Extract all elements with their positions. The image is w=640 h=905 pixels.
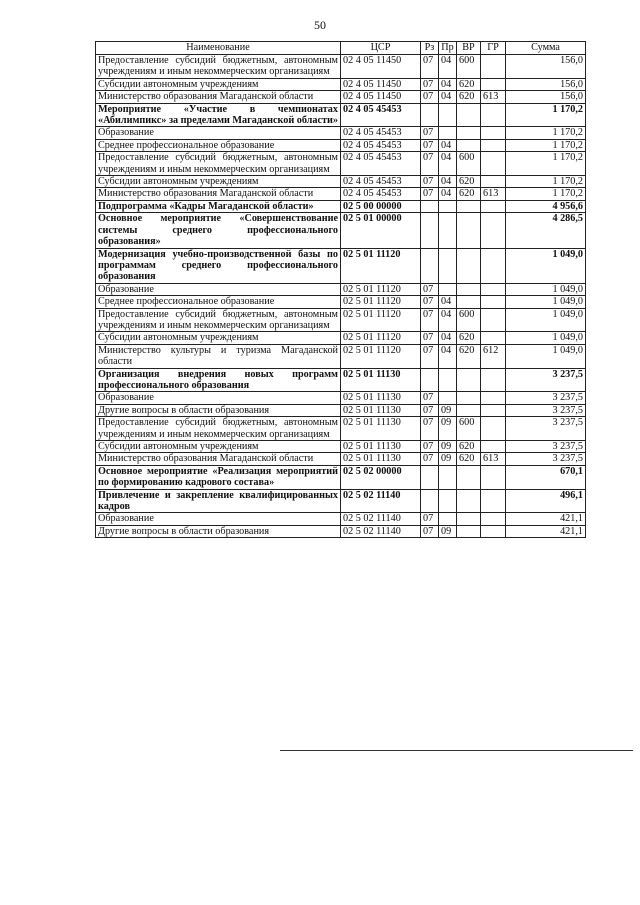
cell-sum: 1 170,2 [506, 176, 586, 188]
cell-name: Министерство образования Магаданской области [96, 188, 341, 200]
cell-pr: 04 [439, 308, 457, 332]
cell-gr [481, 213, 506, 248]
cell-vr [457, 392, 481, 404]
cell-csr: 02 5 01 11120 [341, 332, 421, 344]
cell-gr [481, 296, 506, 308]
cell-rz: 07 [421, 296, 439, 308]
cell-csr: 02 4 05 45453 [341, 127, 421, 139]
cell-csr: 02 5 01 11120 [341, 283, 421, 295]
cell-gr: 613 [481, 188, 506, 200]
cell-gr [481, 465, 506, 489]
cell-pr [439, 465, 457, 489]
cell-sum: 156,0 [506, 91, 586, 103]
cell-csr: 02 5 01 11130 [341, 404, 421, 416]
cell-csr: 02 5 01 11130 [341, 368, 421, 392]
cell-pr: 09 [439, 417, 457, 441]
cell-gr [481, 308, 506, 332]
cell-gr [481, 78, 506, 90]
cell-vr [457, 248, 481, 283]
cell-pr: 04 [439, 176, 457, 188]
cell-pr: 04 [439, 344, 457, 368]
cell-vr [457, 103, 481, 127]
table-row [96, 139, 586, 151]
table-header-row [96, 42, 586, 55]
page-number: 50 [314, 18, 326, 32]
cell-sum: 3 237,5 [506, 404, 586, 416]
header-name: Наименование [96, 42, 341, 55]
cell-csr: 02 5 01 11130 [341, 417, 421, 441]
cell-name: Образование [96, 513, 341, 525]
cell-csr: 02 4 05 11450 [341, 78, 421, 90]
table-row [96, 55, 586, 79]
cell-name: Министерство культуры и туризма Магаданской области [96, 344, 341, 368]
cell-pr: 09 [439, 453, 457, 465]
cell-csr: 02 5 01 11120 [341, 296, 421, 308]
cell-pr: 04 [439, 296, 457, 308]
cell-csr: 02 4 05 45453 [341, 139, 421, 151]
cell-name: Субсидии автономным учреждениям [96, 332, 341, 344]
cell-sum: 3 237,5 [506, 392, 586, 404]
table-row [96, 283, 586, 295]
cell-sum: 1 170,2 [506, 103, 586, 127]
cell-pr [439, 513, 457, 525]
cell-vr: 620 [457, 441, 481, 453]
cell-rz: 07 [421, 139, 439, 151]
cell-rz [421, 200, 439, 212]
cell-sum: 1 170,2 [506, 188, 586, 200]
cell-vr [457, 127, 481, 139]
cell-sum: 1 170,2 [506, 139, 586, 151]
table-row [96, 308, 586, 332]
cell-vr: 620 [457, 78, 481, 90]
cell-gr [481, 441, 506, 453]
cell-rz [421, 465, 439, 489]
table-row [96, 213, 586, 248]
table-row [96, 248, 586, 283]
cell-gr [481, 283, 506, 295]
cell-vr: 600 [457, 308, 481, 332]
cell-rz: 07 [421, 78, 439, 90]
cell-csr: 02 5 01 11120 [341, 344, 421, 368]
table-row [96, 344, 586, 368]
table-row [96, 465, 586, 489]
cell-csr: 02 5 01 11130 [341, 392, 421, 404]
cell-pr: 04 [439, 152, 457, 176]
cell-csr: 02 5 02 11140 [341, 489, 421, 513]
table-row [96, 152, 586, 176]
cell-vr [457, 283, 481, 295]
cell-vr [457, 213, 481, 248]
cell-name: Образование [96, 392, 341, 404]
cell-sum: 4 956,6 [506, 200, 586, 212]
cell-rz: 07 [421, 176, 439, 188]
cell-sum: 1 170,2 [506, 152, 586, 176]
table-row [96, 78, 586, 90]
cell-rz: 07 [421, 127, 439, 139]
cell-gr [481, 248, 506, 283]
cell-sum: 496,1 [506, 489, 586, 513]
cell-gr [481, 176, 506, 188]
cell-pr [439, 368, 457, 392]
cell-name: Образование [96, 283, 341, 295]
table-row [96, 103, 586, 127]
cell-csr: 02 5 01 11130 [341, 453, 421, 465]
cell-gr [481, 513, 506, 525]
cell-pr: 04 [439, 78, 457, 90]
table-row [96, 332, 586, 344]
cell-vr: 600 [457, 417, 481, 441]
cell-name: Среднее профессиональное образование [96, 139, 341, 151]
table-row [96, 91, 586, 103]
cell-sum: 421,1 [506, 513, 586, 525]
cell-vr: 620 [457, 91, 481, 103]
cell-csr: 02 5 01 11120 [341, 308, 421, 332]
cell-vr: 620 [457, 332, 481, 344]
cell-pr [439, 283, 457, 295]
cell-csr: 02 5 02 11140 [341, 513, 421, 525]
cell-gr [481, 368, 506, 392]
cell-sum: 1 049,0 [506, 283, 586, 295]
cell-vr [457, 513, 481, 525]
cell-sum: 1 049,0 [506, 296, 586, 308]
cell-pr [439, 213, 457, 248]
cell-rz: 07 [421, 283, 439, 295]
cell-vr [457, 368, 481, 392]
cell-vr [457, 489, 481, 513]
cell-vr [457, 525, 481, 537]
cell-csr: 02 5 01 11120 [341, 248, 421, 283]
cell-name: Министерство образования Магаданской области [96, 91, 341, 103]
table-row [96, 368, 586, 392]
cell-rz: 07 [421, 152, 439, 176]
footer-divider [280, 750, 633, 751]
cell-rz [421, 103, 439, 127]
table-body [96, 55, 586, 538]
cell-sum: 670,1 [506, 465, 586, 489]
cell-rz: 07 [421, 188, 439, 200]
cell-vr [457, 200, 481, 212]
cell-sum: 3 237,5 [506, 453, 586, 465]
header-sum: Сумма [506, 42, 586, 55]
cell-rz: 07 [421, 344, 439, 368]
cell-sum: 421,1 [506, 525, 586, 537]
cell-gr [481, 200, 506, 212]
cell-name: Предоставление субсидий бюджетным, автономным учреждениям и иным некоммерческим организациям [96, 417, 341, 441]
cell-gr [481, 417, 506, 441]
budget-table [95, 41, 586, 538]
cell-name: Другие вопросы в области образования [96, 525, 341, 537]
cell-name: Предоставление субсидий бюджетным, автономным учреждениям и иным некоммерческим организациям [96, 55, 341, 79]
cell-vr: 600 [457, 152, 481, 176]
header-rz: Рз [421, 42, 439, 55]
header-pr: Пр [439, 42, 457, 55]
cell-rz [421, 489, 439, 513]
cell-vr: 620 [457, 176, 481, 188]
cell-pr [439, 392, 457, 404]
cell-gr [481, 127, 506, 139]
cell-pr [439, 103, 457, 127]
cell-pr: 04 [439, 55, 457, 79]
cell-rz: 07 [421, 417, 439, 441]
cell-rz: 07 [421, 404, 439, 416]
cell-rz: 07 [421, 91, 439, 103]
cell-pr: 09 [439, 525, 457, 537]
cell-vr [457, 296, 481, 308]
cell-gr: 613 [481, 453, 506, 465]
table-row [96, 489, 586, 513]
cell-name: Предоставление субсидий бюджетным, автономным учреждениям и иным некоммерческим организациям [96, 152, 341, 176]
cell-sum: 1 170,2 [506, 127, 586, 139]
table-row [96, 176, 586, 188]
cell-sum: 3 237,5 [506, 368, 586, 392]
cell-rz: 07 [421, 525, 439, 537]
cell-gr [481, 489, 506, 513]
cell-sum: 1 049,0 [506, 248, 586, 283]
cell-sum: 1 049,0 [506, 308, 586, 332]
cell-vr: 620 [457, 188, 481, 200]
cell-gr [481, 55, 506, 79]
cell-rz: 07 [421, 453, 439, 465]
cell-gr [481, 139, 506, 151]
cell-rz: 07 [421, 441, 439, 453]
cell-name: Подпрограмма «Кадры Магаданской области» [96, 200, 341, 212]
cell-vr: 600 [457, 55, 481, 79]
cell-name: Основное мероприятие «Совершенствование системы среднего профессионального образования» [96, 213, 341, 248]
cell-gr: 612 [481, 344, 506, 368]
cell-rz: 07 [421, 308, 439, 332]
cell-sum: 156,0 [506, 78, 586, 90]
cell-sum: 156,0 [506, 55, 586, 79]
table-row [96, 188, 586, 200]
cell-pr [439, 489, 457, 513]
cell-csr: 02 5 02 11140 [341, 525, 421, 537]
cell-rz: 07 [421, 513, 439, 525]
cell-pr: 04 [439, 332, 457, 344]
cell-name: Основное мероприятие «Реализация мероприятий по формированию кадрового состава» [96, 465, 341, 489]
header-vr: ВР [457, 42, 481, 55]
cell-csr: 02 4 05 45453 [341, 188, 421, 200]
cell-gr [481, 525, 506, 537]
cell-sum: 1 049,0 [506, 344, 586, 368]
header-gr: ГР [481, 42, 506, 55]
cell-name: Министерство образования Магаданской области [96, 453, 341, 465]
cell-gr [481, 392, 506, 404]
cell-name: Привлечение и закрепление квалифицированных кадров [96, 489, 341, 513]
cell-rz: 07 [421, 392, 439, 404]
cell-csr: 02 4 05 45453 [341, 176, 421, 188]
table-row [96, 513, 586, 525]
cell-sum: 4 286,5 [506, 213, 586, 248]
cell-pr: 04 [439, 139, 457, 151]
cell-csr: 02 4 05 11450 [341, 91, 421, 103]
cell-csr: 02 5 01 00000 [341, 213, 421, 248]
cell-pr: 09 [439, 441, 457, 453]
cell-vr [457, 465, 481, 489]
table-row [96, 392, 586, 404]
cell-rz: 07 [421, 332, 439, 344]
cell-pr: 04 [439, 188, 457, 200]
cell-rz [421, 368, 439, 392]
cell-sum: 1 049,0 [506, 332, 586, 344]
table-row [96, 404, 586, 416]
table-row [96, 296, 586, 308]
table-row [96, 200, 586, 212]
cell-pr [439, 248, 457, 283]
table-row [96, 417, 586, 441]
cell-vr [457, 139, 481, 151]
cell-sum: 3 237,5 [506, 441, 586, 453]
header-csr: ЦСР [341, 42, 421, 55]
cell-name: Образование [96, 127, 341, 139]
cell-rz: 07 [421, 55, 439, 79]
cell-vr: 620 [457, 453, 481, 465]
table-row [96, 453, 586, 465]
cell-name: Субсидии автономным учреждениям [96, 78, 341, 90]
cell-csr: 02 5 01 11130 [341, 441, 421, 453]
cell-vr: 620 [457, 344, 481, 368]
table-row [96, 441, 586, 453]
cell-gr: 613 [481, 91, 506, 103]
cell-name: Среднее профессиональное образование [96, 296, 341, 308]
cell-name: Субсидии автономным учреждениям [96, 441, 341, 453]
cell-pr: 04 [439, 91, 457, 103]
cell-name: Предоставление субсидий бюджетным, автономным учреждениям и иным некоммерческим организациям [96, 308, 341, 332]
cell-rz [421, 213, 439, 248]
cell-name: Другие вопросы в области образования [96, 404, 341, 416]
cell-name: Субсидии автономным учреждениям [96, 176, 341, 188]
cell-gr [481, 332, 506, 344]
cell-rz [421, 248, 439, 283]
cell-csr: 02 4 05 45453 [341, 103, 421, 127]
table-row [96, 127, 586, 139]
cell-name: Мероприятие «Участие в чемпионатах «Абилимпикс» за пределами Магаданской области» [96, 103, 341, 127]
cell-pr [439, 127, 457, 139]
cell-csr: 02 4 05 11450 [341, 55, 421, 79]
cell-csr: 02 5 02 00000 [341, 465, 421, 489]
cell-pr: 09 [439, 404, 457, 416]
table-row [96, 525, 586, 537]
cell-gr [481, 152, 506, 176]
cell-csr: 02 5 00 00000 [341, 200, 421, 212]
cell-gr [481, 103, 506, 127]
cell-csr: 02 4 05 45453 [341, 152, 421, 176]
cell-gr [481, 404, 506, 416]
cell-name: Организация внедрения новых программ профессионального образования [96, 368, 341, 392]
cell-sum: 3 237,5 [506, 417, 586, 441]
cell-pr [439, 200, 457, 212]
cell-vr [457, 404, 481, 416]
cell-name: Модернизация учебно-производственной базы по программам среднего профессионального образования [96, 248, 341, 283]
